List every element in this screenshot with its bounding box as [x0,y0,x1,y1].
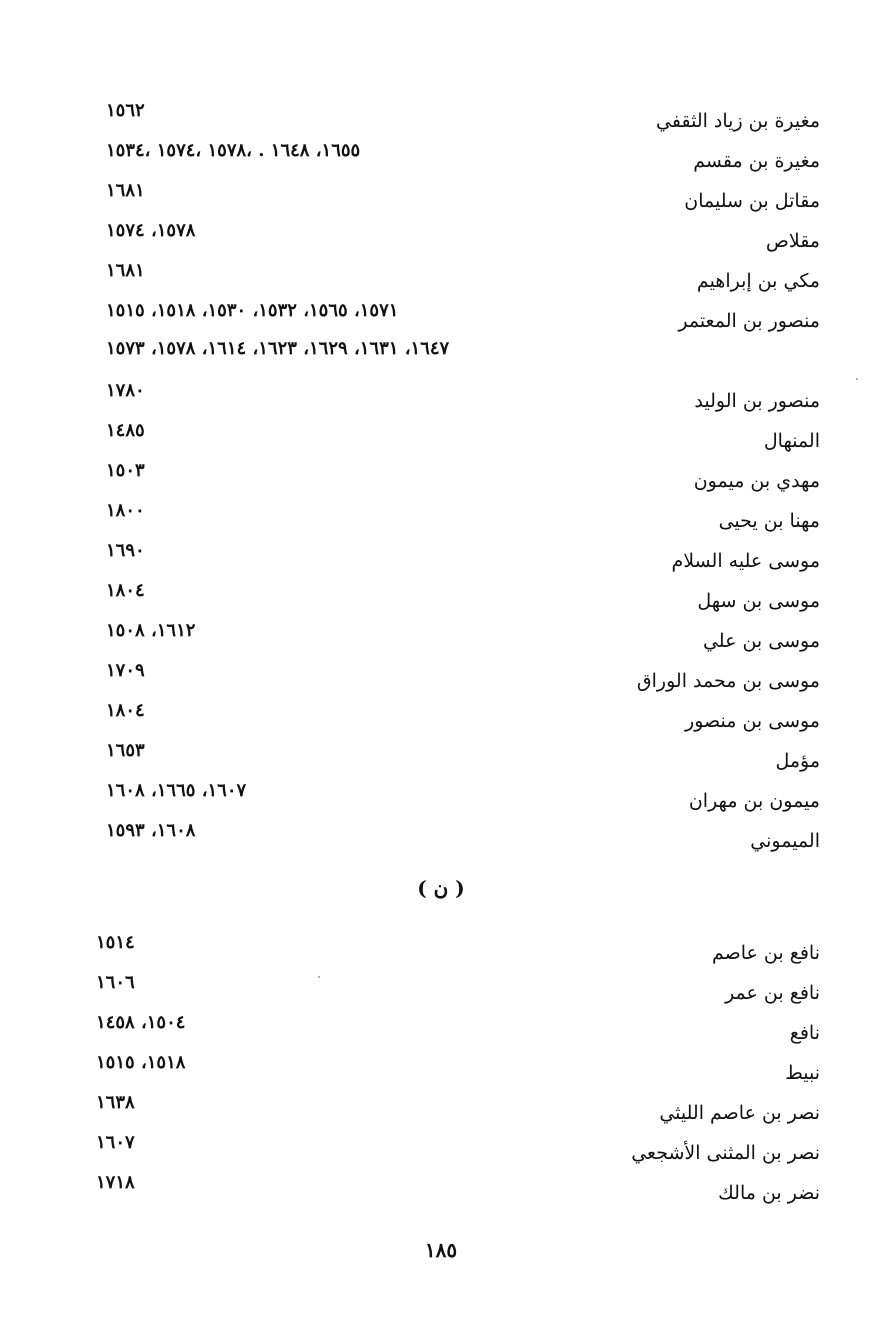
entry-name: موسى بن علي [702,630,820,652]
entry-pages: ١٥١٨، ١٥١٥ [96,1052,186,1073]
entry-name: مغيرة بن زياد الثقفي [656,110,820,132]
entry-pages: ١٦٤٧، ١٦٣١، ١٦٢٩، ١٦٢٣، ١٦١٤، ١٥٧٨، ١٥٧٣ [106,338,450,359]
entry-name: ميمون بن مهران [688,790,820,812]
index-entry [0,420,882,460]
index-entry [0,380,882,420]
entry-pages: ١٤٨٥ [106,420,145,441]
entry-pages: ١٧١٨ [96,1172,135,1193]
entry-pages: ١٥٠٣ [106,460,145,481]
page-number: ١٨٥ [424,1238,458,1262]
index-entry [0,100,882,140]
entry-name: نضر بن مالك [718,1182,820,1204]
index-entry [0,1012,882,1052]
index-entry [0,780,882,820]
entry-name: منصور بن الوليد [694,390,820,412]
entry-name: مقاتل بن سليمان [684,190,820,212]
index-entry [0,220,882,260]
index-entry [0,1132,882,1172]
index-entry [0,140,882,180]
entry-pages: ١٨٠٤ [106,700,145,721]
index-entry [0,700,882,740]
entry-name: الميموني [750,830,820,852]
index-entry [0,1052,882,1092]
entry-pages: ١٦١٢، ١٥٠٨ [106,620,196,641]
entry-name: مهنا بن يحيى [718,510,820,532]
index-entry [0,972,882,1012]
index-section-noon [0,932,882,1212]
entry-pages: ١٥٧١، ١٥٦٥، ١٥٣٢، ١٥٣٠، ١٥١٨، ١٥١٥ [106,300,399,321]
index-entry [0,620,882,660]
entry-pages: ١٥١٤ [96,932,135,953]
entry-name: منصور بن المعتمر [678,310,820,332]
letter-heading-noon: ( ن ) [417,876,465,900]
index-entry [0,740,882,780]
entry-pages: ١٦٨١ [106,260,145,281]
entry-pages: ١٧٠٩ [106,660,145,681]
entry-name: مغيرة بن مقسم [693,150,820,172]
entry-name: مهدي بن ميمون [693,470,820,492]
entry-name: مقلاص [765,230,820,252]
entry-pages: ١٦٠٨، ١٥٩٣ [106,820,196,841]
entry-name: نصر بن عاصم الليثي [659,1102,820,1124]
index-entry-continuation [0,340,882,380]
entry-name: موسى عليه السلام [671,550,820,572]
entry-name: نافع بن عاصم [711,942,820,964]
scan-speck [856,378,858,380]
entry-name: نبيط [785,1062,820,1084]
entry-pages: ١٦٠٧، ١٦٦٥، ١٦٠٨ [106,780,247,801]
entry-name: المنهال [763,430,820,452]
index-section-meem [0,100,882,860]
index-entry [0,500,882,540]
entry-name: موسى بن منصور [685,710,820,732]
entry-pages: ١٥٧٨، ١٥٧٤ [106,220,196,241]
entry-pages: ١٥٠٤، ١٤٥٨ [96,1012,186,1033]
entry-pages: ١٦٨١ [106,180,145,201]
entry-pages: ١٦٥٣ [106,740,145,761]
index-entry [0,1092,882,1132]
entry-pages: ١٨٠٠ [106,500,145,521]
entry-name: موسى بن محمد الوراق [636,670,820,692]
entry-pages: ١٦٠٦ [96,972,135,993]
entry-pages: ١٦٠٧ [96,1132,135,1153]
entry-name: موسى بن سهل [697,590,820,612]
entry-pages: ١٦٣٨ [96,1092,135,1113]
entry-pages: ١٨٠٤ [106,580,145,601]
entry-pages: ١٦٥٥، ١٦٤٨ . ،١٥٧٨ ،١٥٧٤ ،١٥٣٤ [106,140,361,161]
entry-pages: ١٦٩٠ [106,540,145,561]
index-entry [0,660,882,700]
index-entry [0,820,882,860]
index-entry [0,180,882,220]
entry-name: مؤمل [775,750,820,772]
index-entry [0,1172,882,1212]
entry-pages: ١٥٦٢ [106,100,145,121]
index-entry [0,300,882,340]
entry-name: نافع [789,1022,820,1044]
index-entry [0,460,882,500]
index-entry [0,932,882,972]
entry-name: نافع بن عمر [725,982,820,1004]
entry-name: نصر بن المثنى الأشجعي [631,1142,820,1164]
entry-pages: ١٧٨٠ [106,380,145,401]
index-entry [0,260,882,300]
index-entry [0,580,882,620]
entry-name: مكي بن إبراهيم [696,270,820,292]
index-entry [0,540,882,580]
scan-speck [318,976,320,978]
